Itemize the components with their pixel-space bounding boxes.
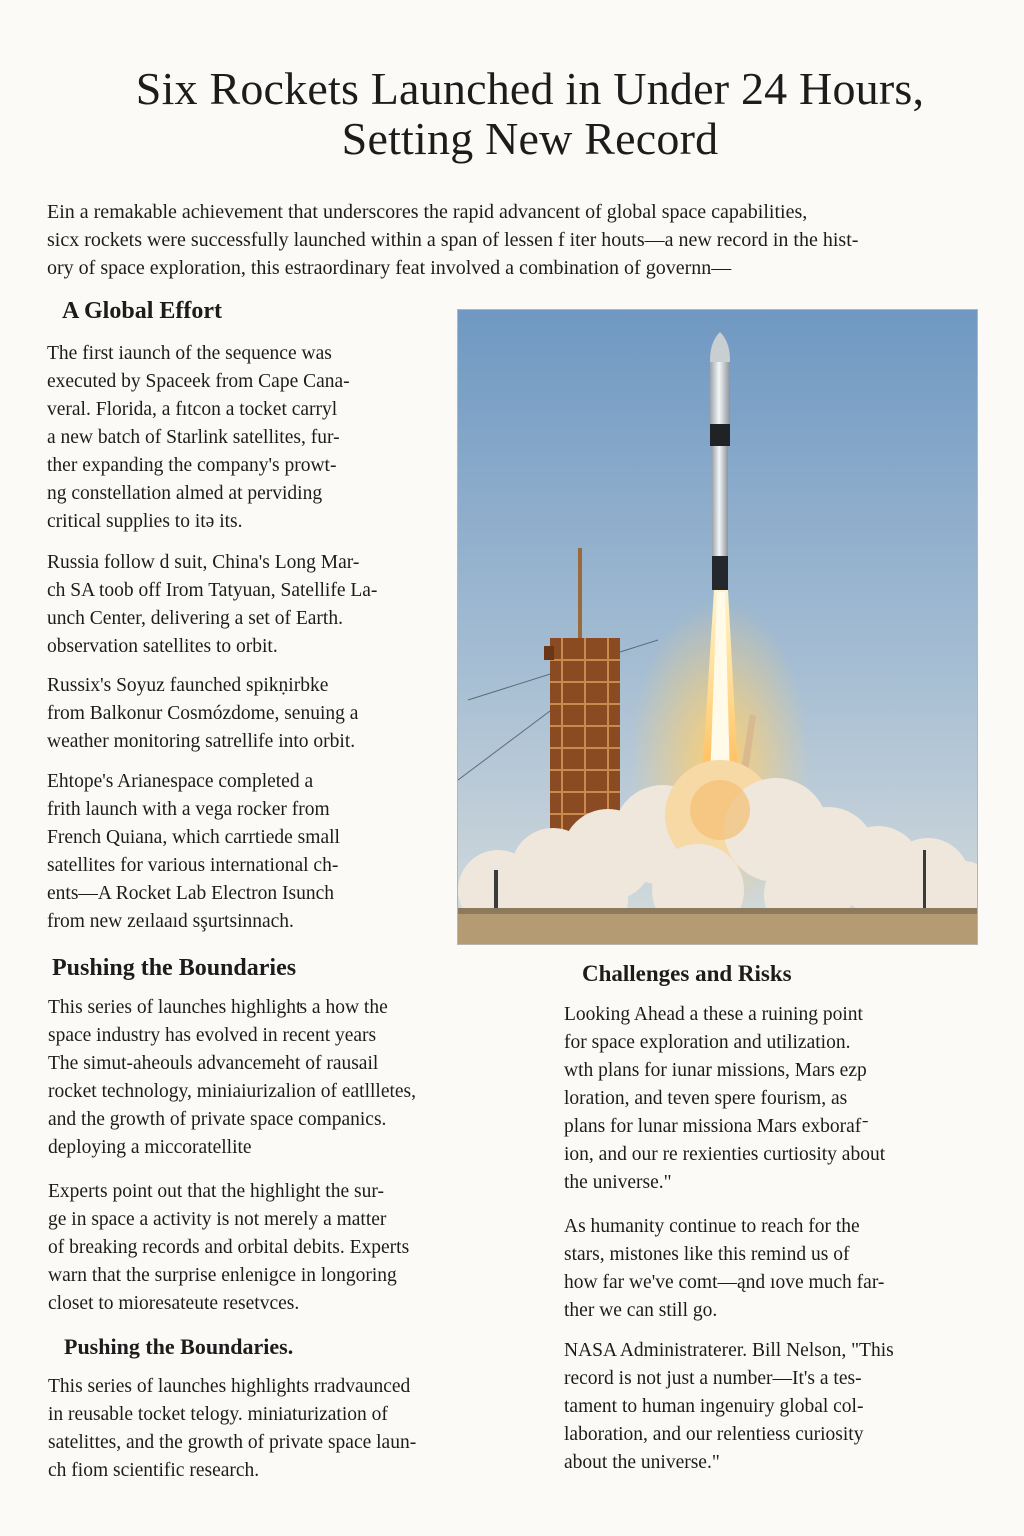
- rocket-launch-photo: [457, 309, 978, 945]
- challenges-paragraph-2: As humanity continue to reach for the stars, mistones like this remind us of how far we've comt—ąnd ıove much far- ther we can still go.: [564, 1216, 885, 1321]
- heading-challenges-risks: Challenges and Risks: [582, 961, 792, 986]
- challenges-paragraph-1: Looking Ahead a these a ruining point for space exploration and utilization. wth plans for iunar missions, Mars ezp loration, and teven spere fourism, as plans for lunar missiona Mars exborafᐨ ion, and our re rexienties curtiosity about the universe.": [564, 1004, 886, 1193]
- global-paragraph-1: The first iaunch of the sequence was executed by Spaceek from Cape Cana- veral. Florida, a fıtcon a tocket carryl a new batch of Starlink satellites, fur- ther expanding the company's prowt- ng constellation almed at perviding critical supplies to itə its.: [47, 343, 350, 532]
- headline: Six Rockets Launched in Under 24 Hours, Setting New Record: [135, 63, 925, 164]
- global-paragraph-4: Ehtope's Arianespace completed a frith launch with a vega rocker from French Quiana, which carrtiede small satellites for various international ch- ents—A Rocket Lab Electron Isunch from new zeılaaıd sşurtsinnach.: [47, 771, 340, 932]
- rocket-launch-illustration: [458, 310, 977, 944]
- intro-paragraph: Ein a remakable achievement that underscores the rapid advancent of global space capabilities, sicx rockets were successfully launched within a span of lessen f iter houts—a new record in the hist- ory of space exploration, this estraordinary feat involved a combination of governn—: [47, 201, 859, 279]
- heading-global-effort: A Global Effort: [62, 298, 222, 324]
- global-paragraph-2: Russia follow d suit, China's Long Mar- ch SA toob off Irom Tatyuan, Satellife La- unch Center, delivering a set of Earth. observation satellites to orbit.: [47, 552, 378, 657]
- boundaries-paragraph-1: This series of launches highlighʦ a how the space industry has evolved in recent years The simut-aheouls advancemeht of rausail rocket technology, miniaiurizalion of eatllletes, and the growth of private space companics. deploying a miccoratellite: [48, 997, 417, 1158]
- global-paragraph-3: Russix's Soyuz faunched spikṇirbke from Balkonur Cosmózdome, senuing a weather monitoring satrellife into orbit.: [47, 675, 359, 752]
- boundaries-2-paragraph-1: This series of launches highlights rradvaunced in reusable tocket telogy. miniaturization of satelittes, and the growth of private space laun- ch fiom scientific research.: [48, 1376, 417, 1481]
- boundaries-paragraph-2: Experts point out that the highlight the sur- ge in space a activity is not merely a matter of breaking records and orbital debits. Experts warn that the surprise enlenigce in longoring closet to mioresateute resetvces.: [48, 1181, 410, 1314]
- challenges-paragraph-3: NASA Administraterer. Bill Nelson, "This record is not just a number—It's a tes- tament to human ingenuiry global col- laboration, and our relentiess curiosity about the universe.": [564, 1340, 894, 1473]
- heading-pushing-boundaries: Pushing the Boundaries: [52, 955, 297, 981]
- rocket-icon: [710, 332, 730, 590]
- heading-pushing-boundaries-2: Pushing the Boundaries.: [64, 1334, 294, 1359]
